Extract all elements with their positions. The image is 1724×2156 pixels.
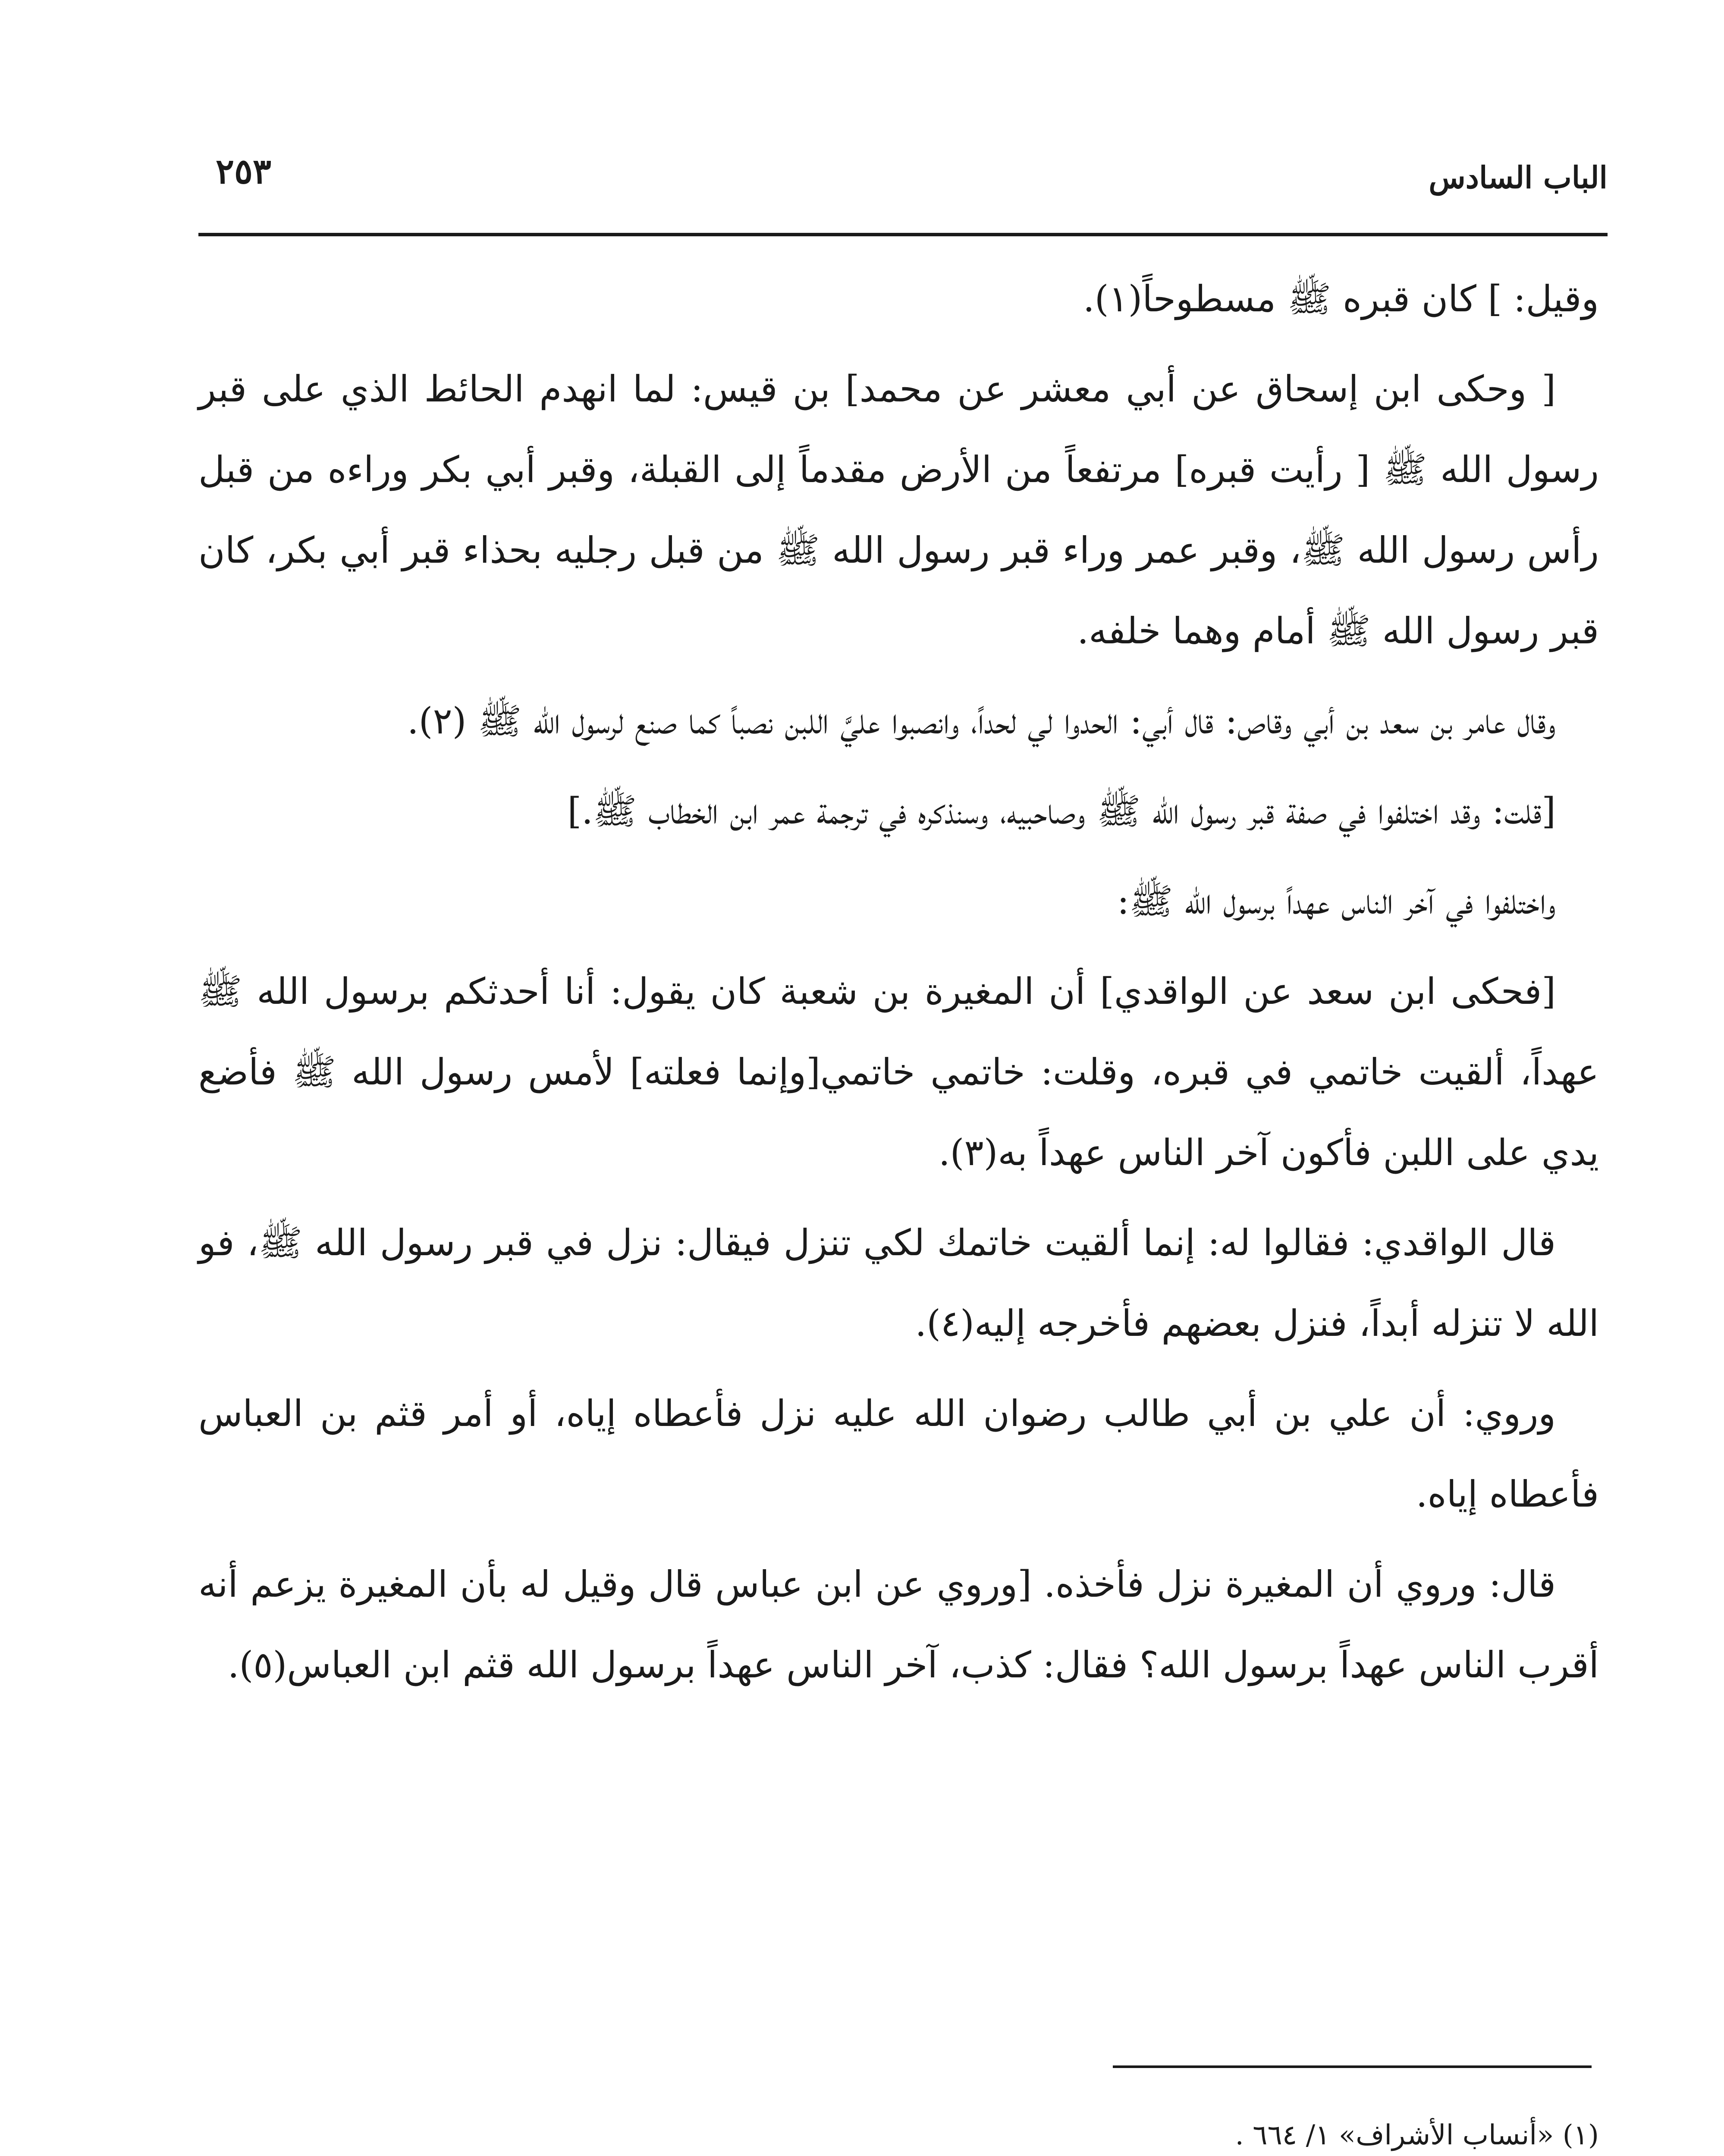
running-header [198,142,1608,207]
paragraph-2: [ وحكى ابن إسحاق عن أبي معشر عن محمد] بن قيس: لما انهدم الحائط الذي على قبر رسول الله ﷺ [ رأيت قبره] مرتفعاً من الأرض مقدماً إلى القبلة، وقبر أبي بكر وراءه من قبل رأس رسول الله ﷺ، وقبر عمر وراء قبر رسول الله ﷺ من قبل رجليه بحذاء قبر أبي بكر، كان قبر رسول الله ﷺ أمام وهما خلفه. [198,368,1599,652]
header-divider [198,233,1608,236]
paragraph-7: قال الواقدي: فقالوا له: إنما ألقيت خاتمك لكي تنزل فيقال: نزل في قبر رسول الله ﷺ، فو الله لا تنزله أبداً، فنزل بعضهم فأخرجه إليه(٤). [198,1222,1599,1344]
main-text [198,259,1599,1715]
paragraph-1: وقيل: ] كان قبره ﷺ مسطوحاً(١). [1083,278,1599,320]
footnote-divider [1113,2065,1592,2068]
paragraph-5: واختلفوا في آخر الناس عهداً برسول الله ﷺ: [1117,880,1556,922]
paragraph-4: [قلت: وقد اختلفوا في صفة قبر رسول الله ﷺ وصاحبيه، وسنذكره في ترجمة عمر ابن الخطاب ﷺ.] [567,790,1556,832]
paragraph-8: وروي: أن علي بن أبي طالب رضوان الله عليه نزل فأعطاه إياه، أو أمر قثم بن العباس فأعطاه إياه. [198,1392,1599,1515]
page-number: ٢٥٣ [216,151,271,191]
paragraph-9: قال: وروي أن المغيرة نزل فأخذه. [وروي عن ابن عباس قال وقيل له بأن المغيرة يزعم أنه أقرب الناس عهداً برسول الله؟ فقال: كذب، آخر الناس عهداً برسول الله قثم ابن العباس(٥). [198,1563,1599,1686]
footnote-1: (١) «أنساب الأشراف» ١/ ٦٦٤ . [1235,2119,1599,2151]
footnotes [952,2104,1599,2156]
paragraph-6: [فحكى ابن سعد عن الواقدي] أن المغيرة بن شعبة كان يقول: أنا أحدثكم برسول الله ﷺ عهداً، ألقيت خاتمي في قبره، وقلت: خاتمي خاتمي[وإنما فعلته] لأمس رسول الله ﷺ فأضع يدي على اللبن فأكون آخر الناس عهداً به(٣). [198,970,1599,1174]
paragraph-3: وقال عامر بن سعد بن أبي وقاص: قال أبي: الحدوا لي لحداً، وانصبوا عليَّ اللبن نصباً كما صنع لرسول الله ﷺ (٢). [407,700,1556,742]
chapter-title: الباب السادس [1429,160,1608,195]
